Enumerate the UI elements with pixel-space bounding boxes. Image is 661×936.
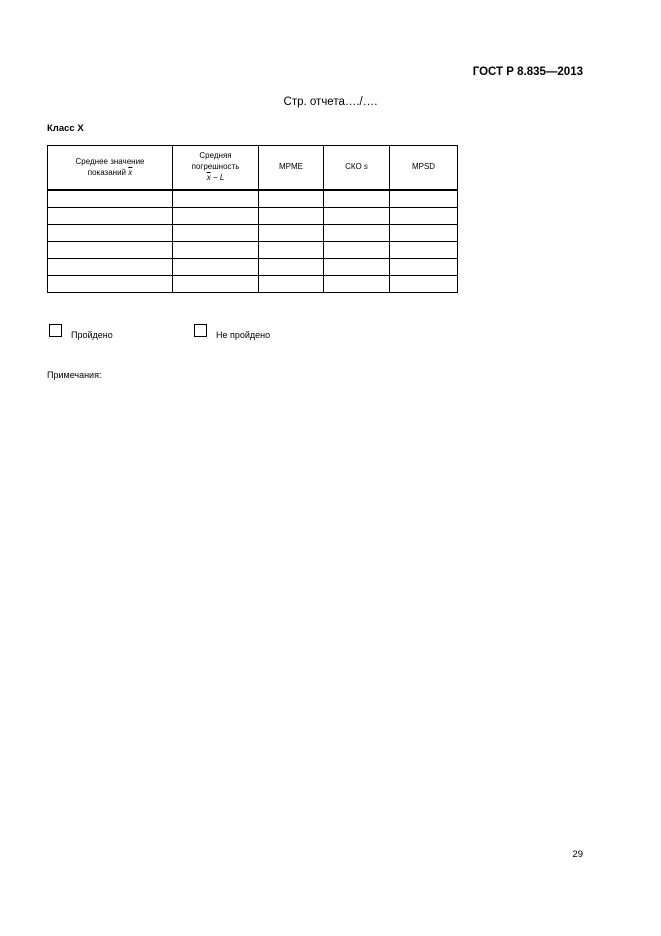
column-header-text: СКО: [345, 162, 364, 172]
table-cell[interactable]: [48, 208, 173, 225]
column-header-mpme: MPME: [259, 146, 324, 191]
table-cell[interactable]: [390, 276, 458, 293]
notes-label: Примечания:: [47, 370, 102, 380]
table-cell[interactable]: [390, 242, 458, 259]
page-number: 29: [572, 849, 583, 860]
passed-option[interactable]: [49, 324, 113, 340]
table-cell[interactable]: [390, 208, 458, 225]
failed-label: Не пройдено: [216, 330, 271, 340]
table-cell[interactable]: [259, 276, 324, 293]
table-cell[interactable]: [324, 225, 390, 242]
column-header-symbol: $\overline{x}$: [206, 172, 211, 182]
table-cell[interactable]: [48, 276, 173, 293]
table-cell[interactable]: [259, 190, 324, 208]
table-row: [48, 190, 458, 208]
table-cell[interactable]: [173, 225, 259, 242]
table-cell[interactable]: [324, 242, 390, 259]
table-cell[interactable]: [48, 190, 173, 208]
table-row: [48, 242, 458, 259]
table-cell[interactable]: [390, 190, 458, 208]
table-row: [48, 225, 458, 242]
table-cell[interactable]: [390, 259, 458, 276]
table-row: [48, 208, 458, 225]
column-header-mean-error: [173, 146, 259, 191]
standard-code: ГОСТ Р 8.835—2013: [472, 66, 583, 78]
column-header-sko: [324, 146, 390, 191]
table-cell[interactable]: [259, 225, 324, 242]
column-header-formula: − L: [210, 172, 225, 182]
table-cell[interactable]: [324, 276, 390, 293]
column-header-text: погрешность: [191, 162, 240, 172]
report-page-reference: Стр. отчета…./….: [283, 96, 378, 108]
class-title: Класс X: [47, 123, 84, 134]
column-header-symbol: $\overline{x}$: [128, 167, 133, 177]
failed-checkbox[interactable]: [194, 324, 207, 337]
column-header-mean-reading: [48, 146, 173, 191]
table-cell[interactable]: [324, 259, 390, 276]
column-header-text: Среднее значение: [75, 156, 145, 166]
table-cell[interactable]: [173, 208, 259, 225]
column-header-text: показаний: [87, 167, 129, 177]
results-table: [47, 145, 458, 293]
table-cell[interactable]: [173, 259, 259, 276]
table-row: [48, 259, 458, 276]
passed-checkbox[interactable]: [49, 324, 62, 337]
table-cell[interactable]: [259, 208, 324, 225]
table-cell[interactable]: [390, 225, 458, 242]
table-cell[interactable]: [173, 276, 259, 293]
table-row: [48, 276, 458, 293]
table-header-row: [48, 146, 458, 191]
table-cell[interactable]: [48, 242, 173, 259]
failed-option[interactable]: [194, 324, 271, 340]
table-cell[interactable]: [324, 190, 390, 208]
passed-label: Пройдено: [71, 330, 113, 340]
table-cell[interactable]: [259, 242, 324, 259]
table-cell[interactable]: [324, 208, 390, 225]
column-header-mpsd: MPSD: [390, 146, 458, 191]
table-cell[interactable]: [48, 259, 173, 276]
table-cell[interactable]: [173, 190, 259, 208]
table-cell[interactable]: [259, 259, 324, 276]
column-header-symbol: s: [363, 162, 368, 172]
table-cell[interactable]: [173, 242, 259, 259]
column-header-text: Средняя: [199, 151, 232, 161]
table-cell[interactable]: [48, 225, 173, 242]
